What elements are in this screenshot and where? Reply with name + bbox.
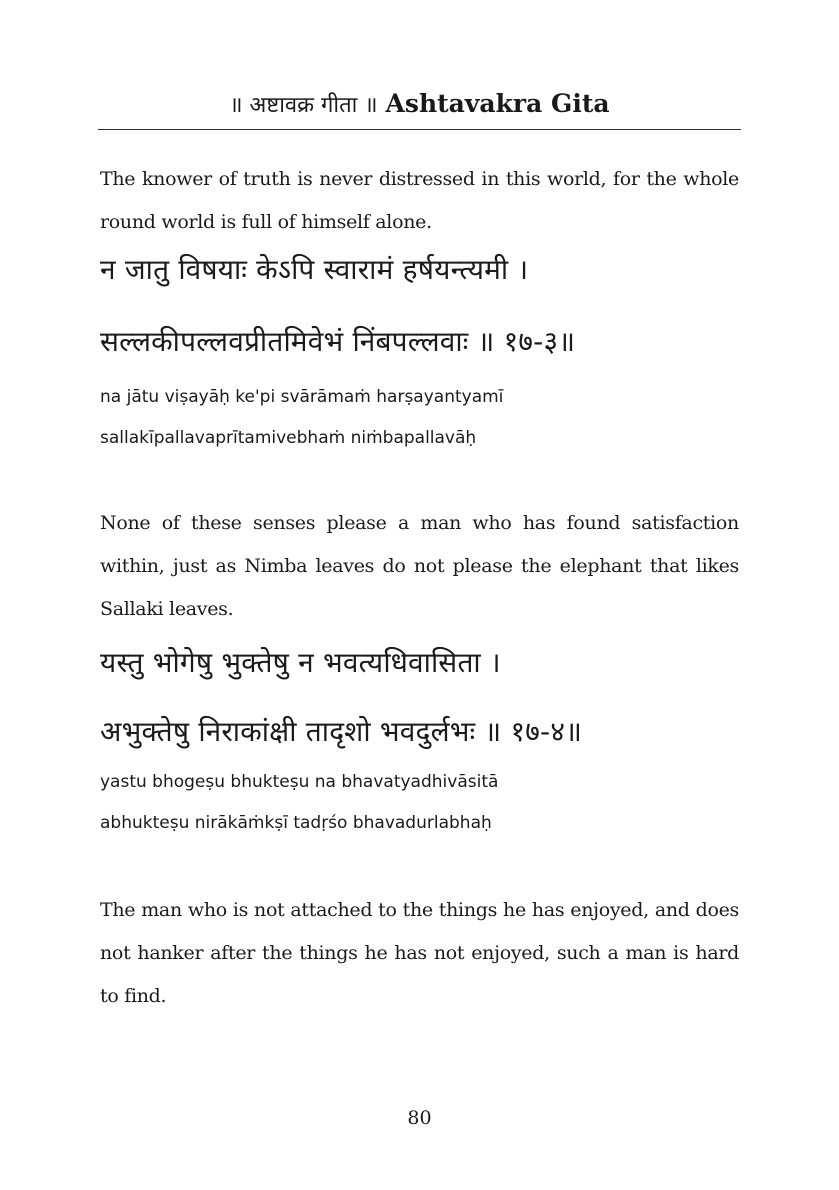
transliteration-line: yastu bhogeṣu bhukteṣu na bhavatyadhivāsitā (100, 772, 499, 792)
transliteration-line: sallakīpallavaprītamivebhaṁ niṁbapallavāḥ (100, 428, 477, 448)
translation-paragraph: None of these senses please a man who has found satisfaction within, just as Nimba leaves do not please the elephant that likes Sallaki leaves. (100, 512, 739, 620)
sanskrit-verse-line: अभुक्तेषु निराकांक्षी तादृशो भवदुर्लभः ॥ १७-४॥ (100, 715, 583, 748)
translation-paragraph: The man who is not attached to the things he has enjoyed, and does not hanker after the things he has not enjoyed, such a man is hard to find. (100, 899, 739, 1007)
page-number: 80 (407, 1107, 432, 1129)
sanskrit-verse-line: सल्लकीपल्लवप्रीतमिवेभं निंबपल्लवाः ॥ १७-३॥ (100, 325, 576, 358)
header-english-title: Ashtavakra Gita (385, 89, 610, 118)
transliteration-line: na jātu viṣayāḥ ke'pi svārāmaṁ harṣayantyamī (100, 387, 504, 407)
sanskrit-verse-line: यस्तु भोगेषु भुक्तेषु न भवत्यधिवासिता । (100, 646, 501, 679)
sanskrit-verse-line: न जातु विषयाः केऽपि स्वारामं हर्षयन्त्यमी । (100, 253, 529, 286)
running-header (98, 84, 741, 126)
transliteration-line: abhukteṣu nirākāṁkṣī tadṛśo bhavadurlabhaḥ (100, 813, 492, 833)
header-devanagari-title: ॥ अष्टावक्र गीता ॥ (229, 93, 378, 118)
translation-paragraph: The knower of truth is never distressed in this world, for the whole round world is full of himself alone. (100, 168, 739, 233)
header-rule (98, 129, 741, 130)
